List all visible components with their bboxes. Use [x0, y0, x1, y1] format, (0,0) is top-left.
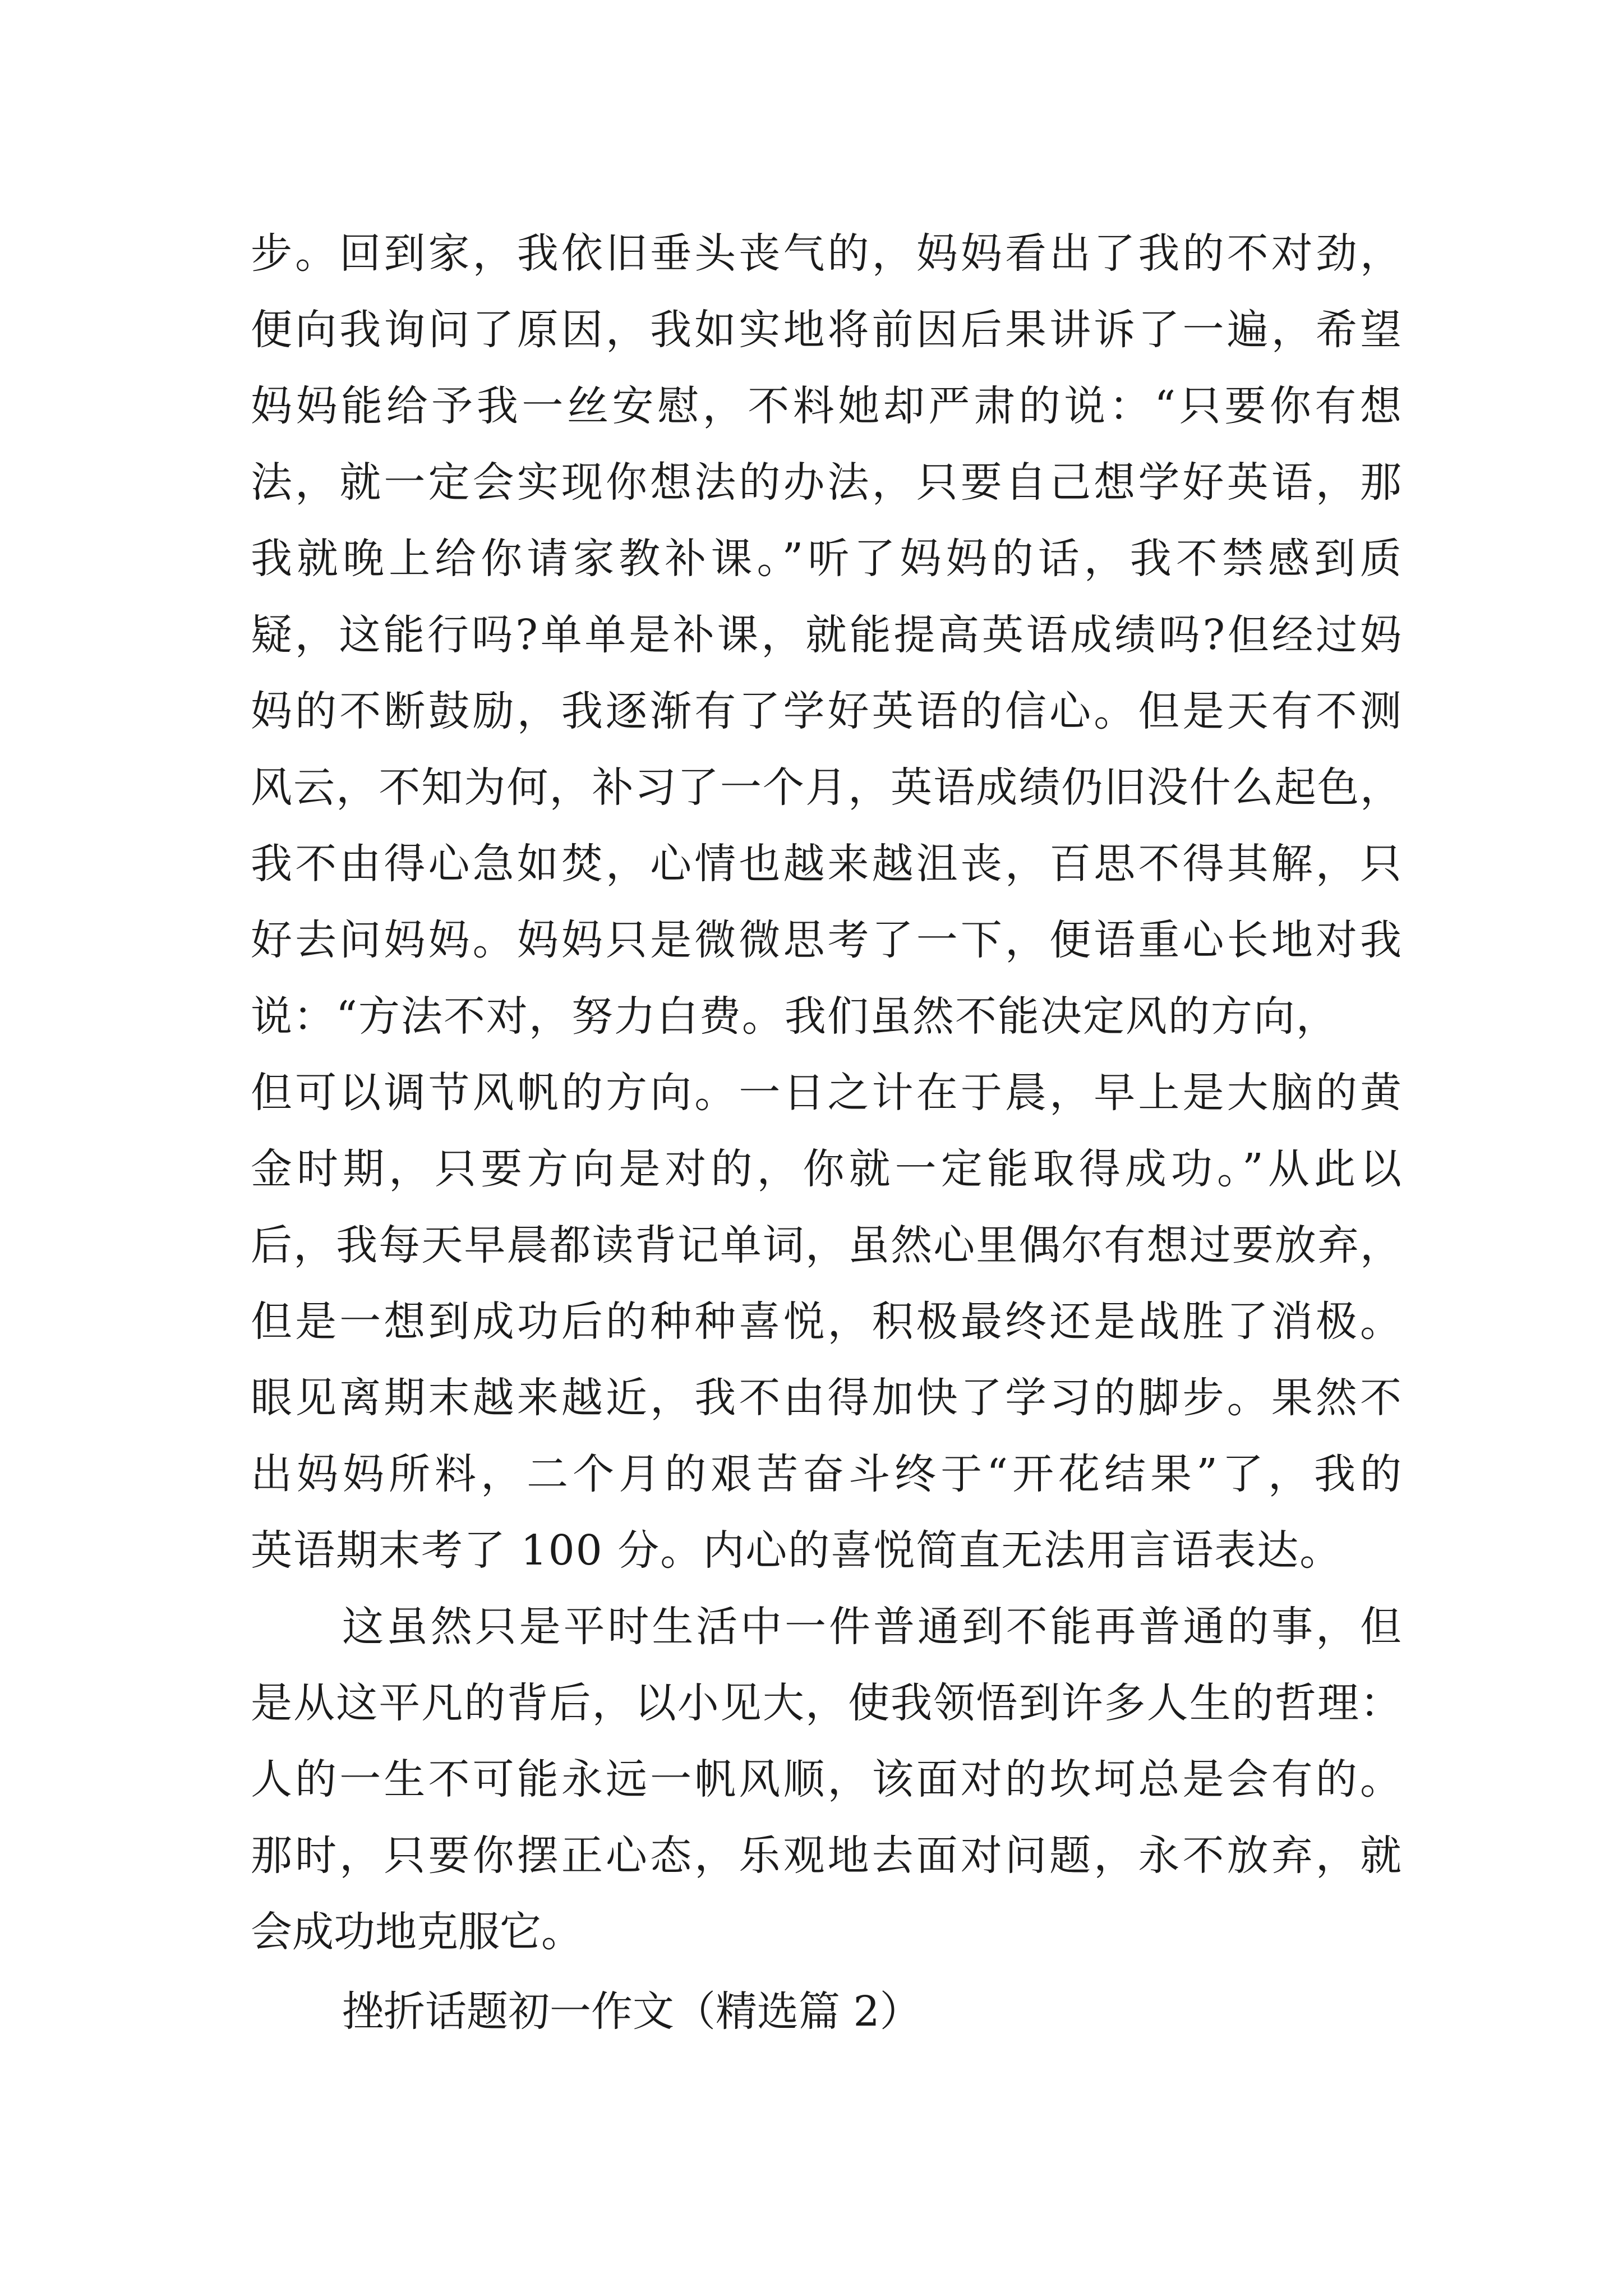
- text-line: 但是一想到成功后的种种喜悦，积极最终还是战胜了消极。: [251, 1297, 1401, 1346]
- text-line: 但可以调节风帆的方向。一日之计在于晨，早上是大脑的黄: [251, 1069, 1401, 1117]
- text-line: 便向我询问了原因，我如实地将前因后果讲诉了一遍，希望: [251, 306, 1401, 354]
- section-heading: 挫折话题初一作文（精选篇 2）: [342, 1987, 921, 2036]
- text-line: 好去问妈妈。妈妈只是微微思考了一下，便语重心长地对我: [251, 916, 1401, 964]
- text-line: 妈妈能给予我一丝安慰，不料她却严肃的说：“只要你有想: [251, 382, 1401, 430]
- document-body: [251, 215, 1401, 2050]
- text-line: 是从这平凡的背后，以小见大，使我领悟到许多人生的哲理：: [251, 1679, 1401, 1727]
- text-line: 金时期，只要方向是对的，你就一定能取得成功。”从此以: [251, 1145, 1401, 1193]
- paragraph-first-line: 这虽然只是平时生活中一件普通到不能再普通的事，但: [342, 1603, 1401, 1651]
- text-line: 出妈妈所料，二个月的艰苦奋斗终于“开花结果”了，我的: [251, 1450, 1401, 1498]
- text-line: 后，我每天早晨都读背记单词，虽然心里偶尔有想过要放弃，: [251, 1221, 1401, 1269]
- text-line: 疑，这能行吗?单单是补课，就能提高英语成绩吗?但经过妈: [251, 611, 1401, 659]
- paragraph-last-line: 会成功地克服它。: [251, 1908, 583, 1956]
- text-line: 说：“方法不对，努力白费。我们虽然不能决定风的方向，: [251, 992, 1339, 1041]
- text-line: 我就晚上给你请家教补课。”听了妈妈的话，我不禁感到质: [251, 535, 1401, 583]
- text-line: 妈的不断鼓励，我逐渐有了学好英语的信心。但是天有不测: [251, 687, 1401, 735]
- paragraph-last-line: 英语期末考了 100 分。内心的喜悦简直无法用言语表达。: [251, 1526, 1343, 1575]
- text-line: 法，就一定会实现你想法的办法，只要自己想学好英语，那: [251, 458, 1401, 507]
- text-line: 步。回到家，我依旧垂头丧气的，妈妈看出了我的不对劲，: [251, 229, 1401, 278]
- text-line: 我不由得心急如焚，心情也越来越沮丧，百思不得其解，只: [251, 840, 1401, 888]
- text-line: 那时，只要你摆正心态，乐观地去面对问题，永不放弃，就: [251, 1832, 1401, 1880]
- text-line: 眼见离期末越来越近，我不由得加快了学习的脚步。果然不: [251, 1374, 1401, 1422]
- text-line: 风云，不知为何，补习了一个月，英语成绩仍旧没什么起色，: [251, 763, 1401, 812]
- text-line: 人的一生不可能永远一帆风顺，该面对的坎坷总是会有的。: [251, 1755, 1401, 1803]
